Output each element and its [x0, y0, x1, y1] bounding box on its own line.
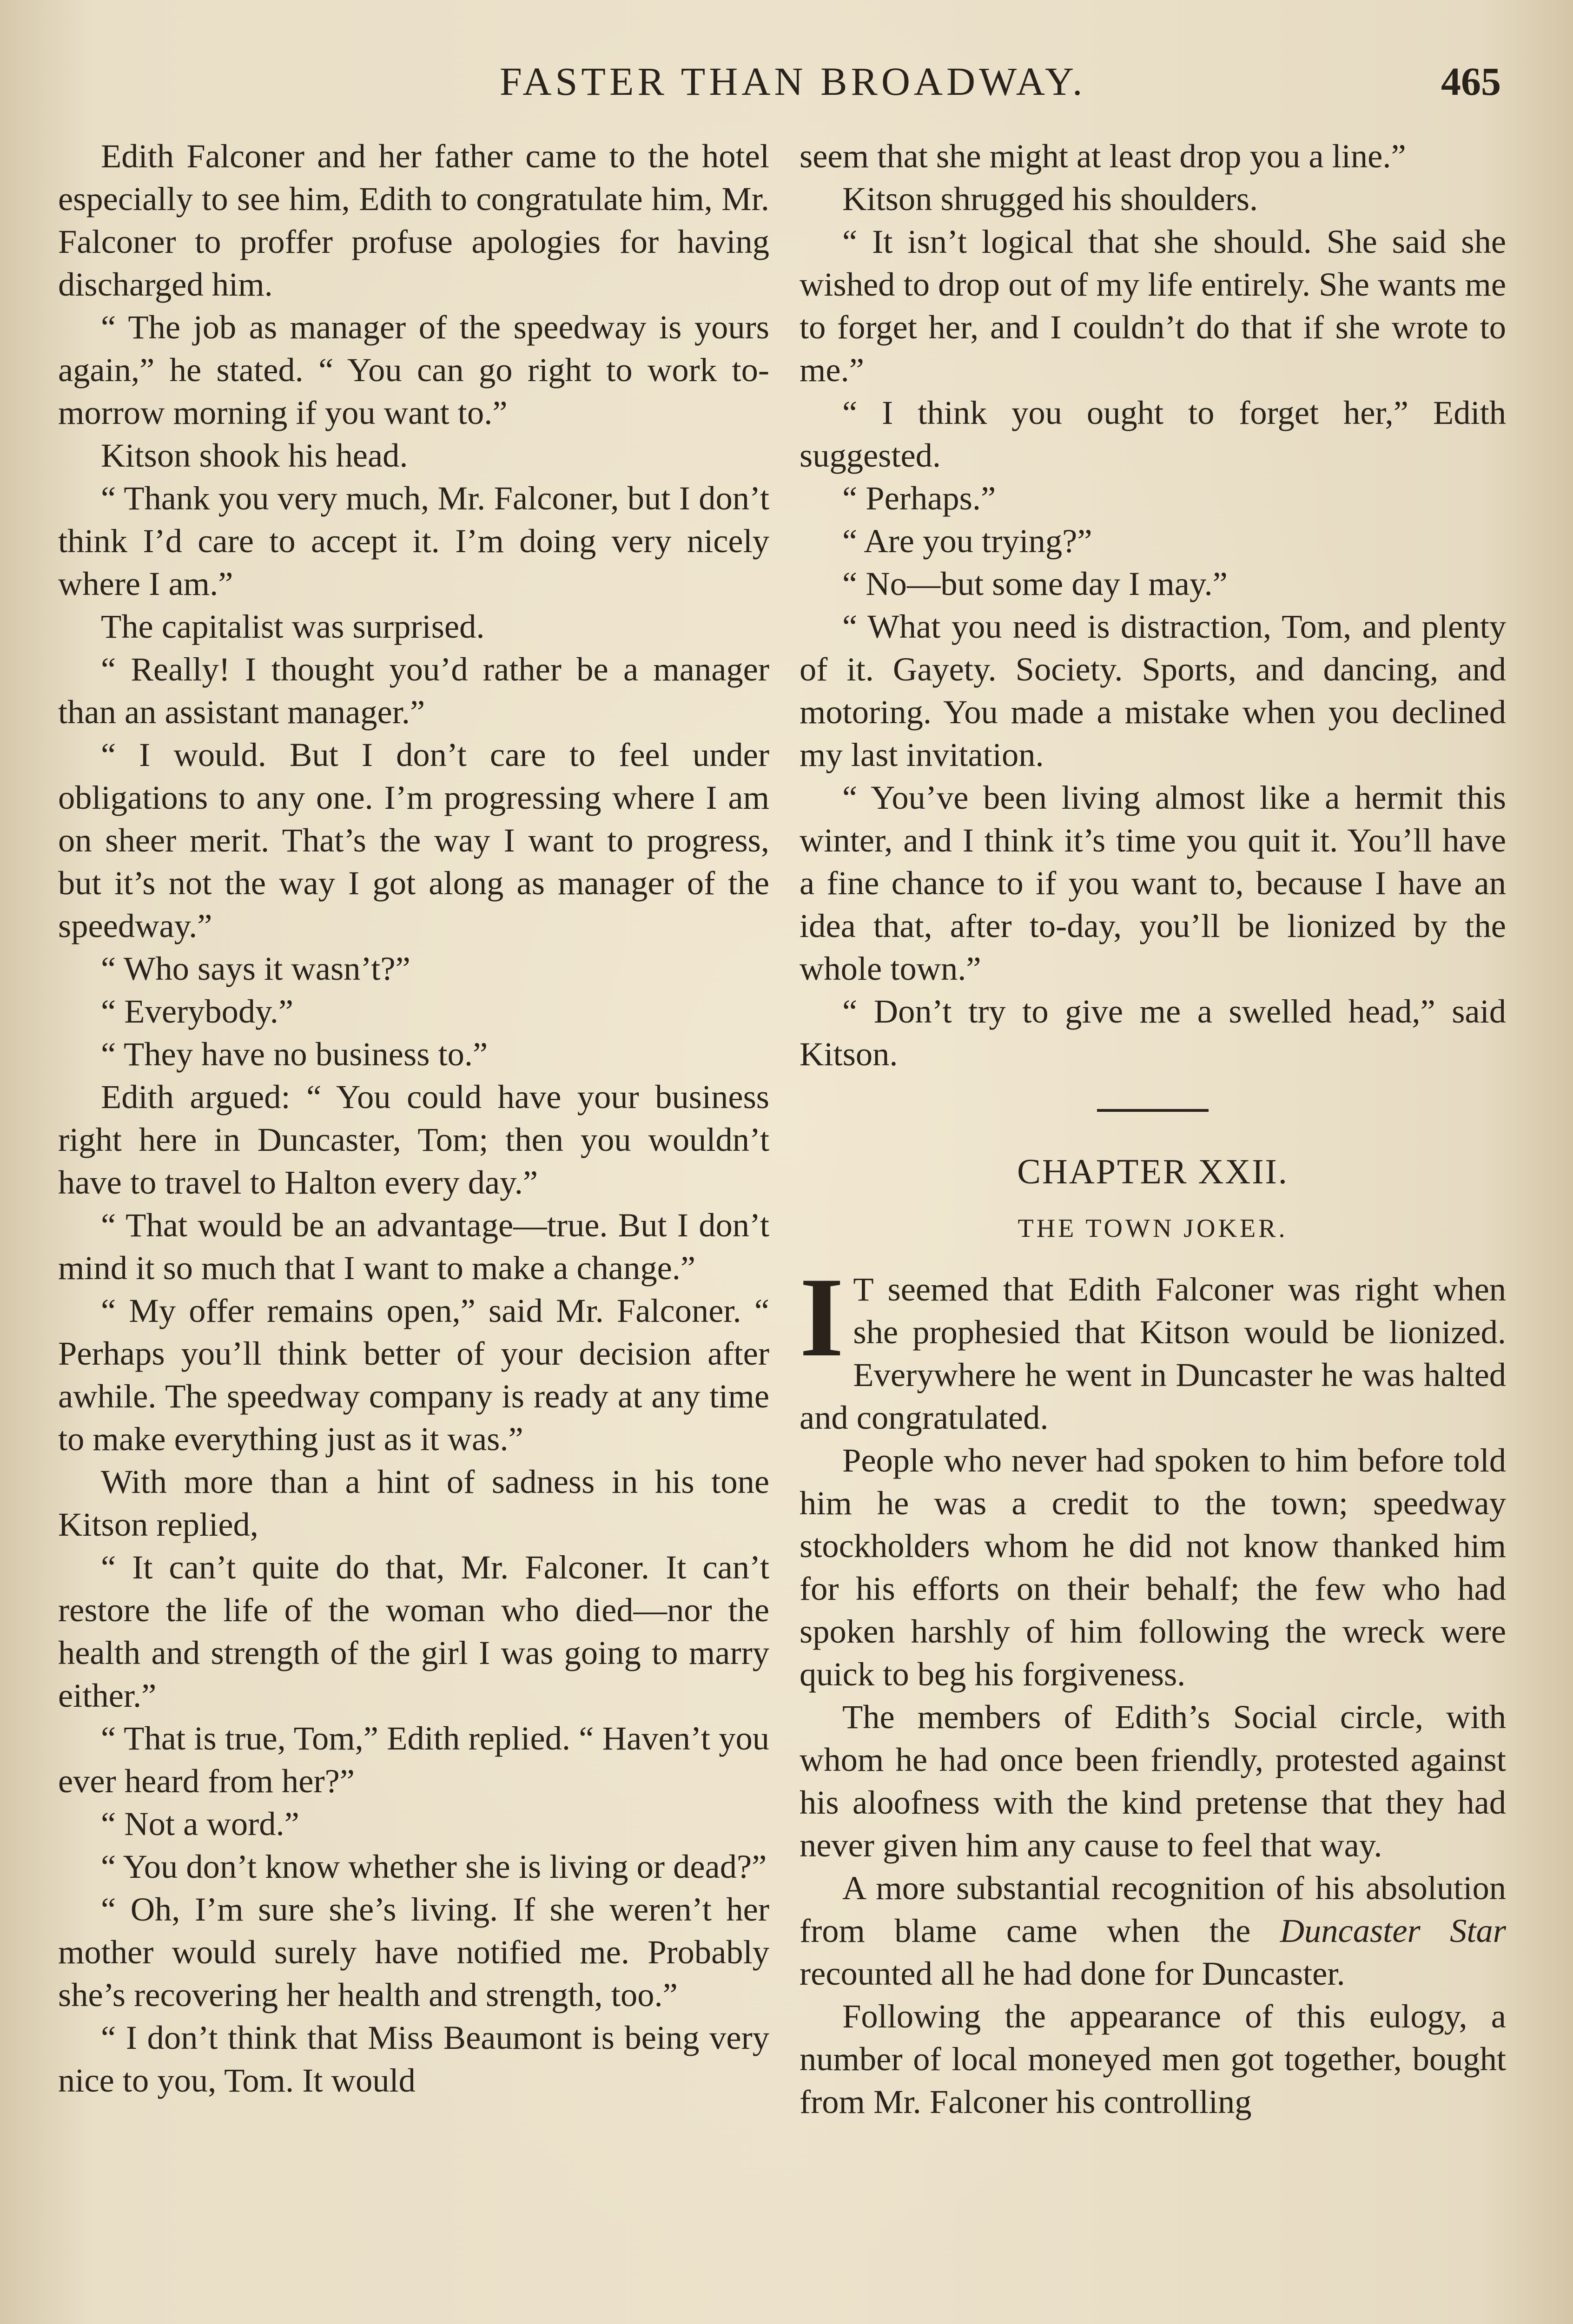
paragraph: “ It can’t quite do that, Mr. Falconer. It can’t restore the life of the woman who died—nor the health and strength of the girl I was going to marry either.” [58, 1548, 769, 1714]
paragraph: With more than a hint of sadness in his tone Kitson replied, [58, 1463, 769, 1543]
paragraph: “ The job as manager of the speedway is yours again,” he stated. “ You can go right to work to-morrow morning if you want to.” [58, 308, 769, 431]
opening-text: T seemed that Edith Falconer was right when she prophesied that Kitson would be lionized. Everywhere he went in Duncaster he was halted and congratulated. [800, 1270, 1506, 1436]
chapter-subtitle: THE TOWN JOKER. [1018, 1214, 1288, 1243]
paragraph: “ You’ve been living almost like a hermit this winter, and I think it’s time you quit it. You’ll have a fine chance to if you want to, because I have an idea that, after to-day, you’ll be lionized by the whole town.” [800, 779, 1506, 987]
right-column [800, 135, 1506, 2123]
paragraph: “ Perhaps.” [842, 479, 996, 517]
paragraph: People who never had spoken to him before told him he was a credit to the town; speedway stockholders whom he did not know thanked him for his efforts on their behalf; the few who had spoken harshly of him following the wreck were quick to beg his forgiveness. [800, 1441, 1506, 1693]
paragraph: The capitalist was surprised. [101, 607, 485, 645]
paragraph: “ Don’t try to give me a swelled head,” said Kitson. [800, 992, 1506, 1073]
left-column [58, 135, 769, 2102]
chapter-title: CHAPTER XXII. [1017, 1152, 1289, 1191]
page-header [0, 51, 1573, 112]
paragraph: Kitson shrugged his shoulders. [842, 180, 1258, 218]
paragraph [800, 1867, 1506, 1995]
paragraph: “ What you need is distraction, Tom, and plenty of it. Gayety. Society. Sports, and dancing, and motoring. You made a mistake when you declined my last invitation. [800, 607, 1506, 773]
paragraph: “ I would. But I don’t care to feel under obligations to any one. I’m progressing where I am on sheer merit. That’s the way I want to progress, but it’s not the way I got along as manager of the speedway.” [58, 736, 769, 944]
paragraph: “ That would be an advantage—true. But I don’t mind it so much that I want to make a change.” [58, 1206, 769, 1287]
paragraph: “ My offer remains open,” said Mr. Falconer. “ Perhaps you’ll think better of your decision after awhile. The speedway company is ready at any time to make everything just as it was.” [58, 1292, 769, 1458]
paragraph: “ I don’t think that Miss Beaumont is being very nice to you, Tom. It would [58, 2019, 769, 2099]
continued-paragraph: seem that she might at least drop you a line.” [800, 137, 1406, 175]
section-divider [1097, 1109, 1209, 1112]
paragraph: “ You don’t know whether she is living or dead?” [101, 1848, 767, 1885]
paragraph: “ Really! I thought you’d rather be a manager than an assistant manager.” [58, 650, 769, 731]
running-title: FASTER THAN BROADWAY. [500, 59, 1086, 104]
paragraph: “ Oh, I’m sure she’s living. If she weren’t her mother would surely have notified me. Probably she’s recovering her health and strength, too.” [58, 1890, 769, 2014]
paragraph: “ Who says it wasn’t?” [101, 950, 410, 987]
paragraph: Edith argued: “ You could have your business right here in Duncaster, Tom; then you wouldn’t have to travel to Halton every day.” [58, 1078, 769, 1201]
paragraph: Edith Falconer and her father came to the hotel especially to see him, Edith to congratulate him, Mr. Falconer to proffer profuse apologies for having discharged him. [58, 137, 769, 303]
paragraph: “ They have no business to.” [101, 1035, 488, 1073]
paragraph: “ That is true, Tom,” Edith replied. “ Haven’t you ever heard from her?” [58, 1719, 769, 1800]
paragraph: “ It isn’t logical that she should. She said she wished to drop out of my life entirely. She wants me to forget her, and I couldn’t do that if she wrote to me.” [800, 223, 1506, 389]
paragraph: “ I think you ought to forget her,” Edith suggested. [800, 394, 1506, 474]
newspaper-name: Duncaster Star [1280, 1912, 1506, 1949]
drop-cap: I [800, 1254, 844, 1380]
paragraph: Kitson shook his head. [101, 436, 408, 474]
paragraph: The members of Edith’s Social circle, with whom he had once been friendly, protested against his aloofness with the kind pretense that they had never given him any cause to feel that way. [800, 1698, 1506, 1864]
paragraph: “ Thank you very much, Mr. Falconer, but I don’t think I’d care to accept it. I’m doing very nicely where I am.” [58, 479, 769, 602]
text-span: recounted all he had done for Duncaster. [800, 1954, 1345, 1992]
paragraph: “ No—but some day I may.” [842, 565, 1228, 602]
paragraph: “ Are you trying?” [842, 522, 1092, 560]
page-number: 465 [1441, 59, 1501, 104]
paragraph: “ Not a word.” [101, 1805, 299, 1842]
paragraph: “ Everybody.” [101, 992, 294, 1030]
paragraph: Following the appearance of this eulogy, a number of local moneyed men got together, bought from Mr. Falconer his controlling [800, 1997, 1506, 2120]
text-span: A more substantial recognition of his absolution from blame came when the [800, 1869, 1506, 1949]
chapter-opening-paragraph [800, 1254, 1506, 1439]
